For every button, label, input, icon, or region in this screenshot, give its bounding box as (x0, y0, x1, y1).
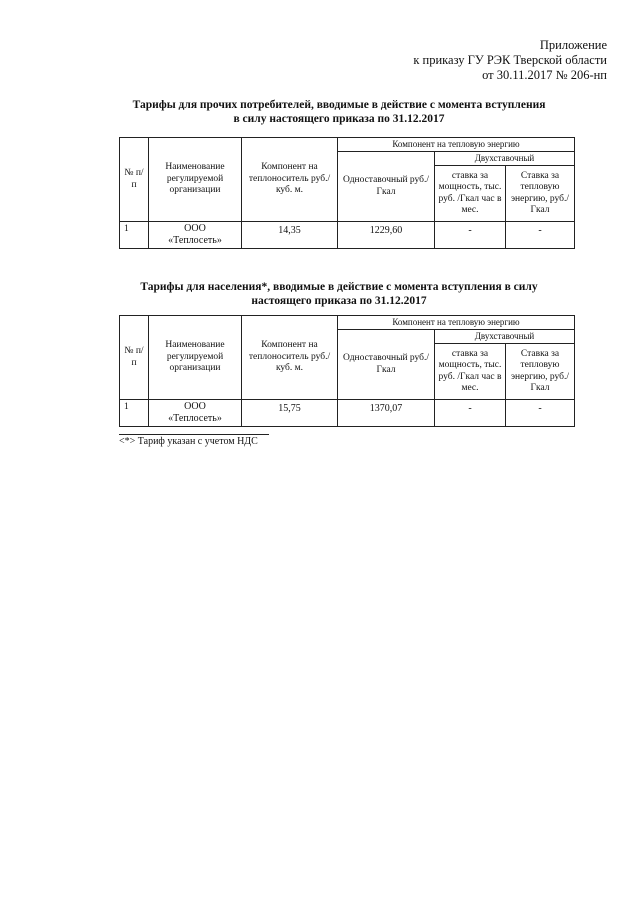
cell-carrier: 15,75 (242, 400, 338, 427)
org-name: «Теплосеть» (168, 235, 222, 246)
header-energy-component: Компонент на тепловую энергию (338, 138, 575, 152)
section-title-line: Тарифы для прочих потребителей, вводимые в действие с момента вступления (132, 99, 546, 111)
tariff-table-population (119, 315, 575, 427)
cell-num: 1 (120, 222, 149, 249)
header-capacity-rate: ставка за мощность, тыс. руб. /Гкал час в мес. (435, 166, 506, 222)
cell-single-rate: 1370,07 (338, 400, 435, 427)
table-row (120, 400, 575, 427)
cell-energy-rate: - (506, 222, 575, 249)
appendix-order-ref: к приказу ГУ РЭК Тверской области (413, 53, 607, 67)
appendix-order-date: от 30.11.2017 № 206-нп (482, 68, 607, 82)
header-energy-rate: Ставка за тепловую энергию, руб./Гкал (506, 344, 575, 400)
header-single-rate: Одноставочный руб./Гкал (338, 152, 435, 222)
org-type: ООО (184, 223, 206, 234)
org-name: «Теплосеть» (168, 413, 222, 424)
section-title-other-consumers (100, 98, 578, 126)
header-two-part: Двухставочный (435, 330, 575, 344)
header-organization: Наименование регулируемой организации (149, 138, 242, 222)
section-title-line: в силу настоящего приказа по 31.12.2017 (233, 113, 445, 125)
appendix-title: Приложение (539, 38, 607, 52)
cell-organization (149, 222, 242, 249)
section-title-line: Тарифы для населения*, вводимые в действие с момента вступления в силу (140, 281, 538, 293)
header-single-rate: Одноставочный руб./Гкал (338, 330, 435, 400)
cell-capacity-rate: - (435, 400, 506, 427)
cell-num: 1 (120, 400, 149, 427)
footnote-divider (119, 434, 269, 435)
section-title-population (100, 280, 578, 308)
cell-single-rate: 1229,60 (338, 222, 435, 249)
section-title-line: настоящего приказа по 31.12.2017 (251, 295, 427, 307)
header-energy-rate: Ставка за тепловую энергию, руб./Гкал (506, 166, 575, 222)
header-carrier-component: Компонент на теплоноситель руб./куб. м. (242, 138, 338, 222)
table-row (120, 222, 575, 249)
header-num: № п/п (120, 138, 149, 222)
tariff-table-other-consumers (119, 137, 575, 249)
footnote-vat: <*> Тариф указан с учетом НДС (119, 436, 258, 447)
header-capacity-rate: ставка за мощность, тыс. руб. /Гкал час в мес. (435, 344, 506, 400)
cell-organization (149, 400, 242, 427)
org-type: ООО (184, 401, 206, 412)
cell-capacity-rate: - (435, 222, 506, 249)
header-num: № п/п (120, 316, 149, 400)
cell-energy-rate: - (506, 400, 575, 427)
appendix-header (413, 38, 607, 83)
header-carrier-component: Компонент на теплоноситель руб./куб. м. (242, 316, 338, 400)
header-energy-component: Компонент на тепловую энергию (338, 316, 575, 330)
header-two-part: Двухставочный (435, 152, 575, 166)
header-organization: Наименование регулируемой организации (149, 316, 242, 400)
cell-carrier: 14,35 (242, 222, 338, 249)
